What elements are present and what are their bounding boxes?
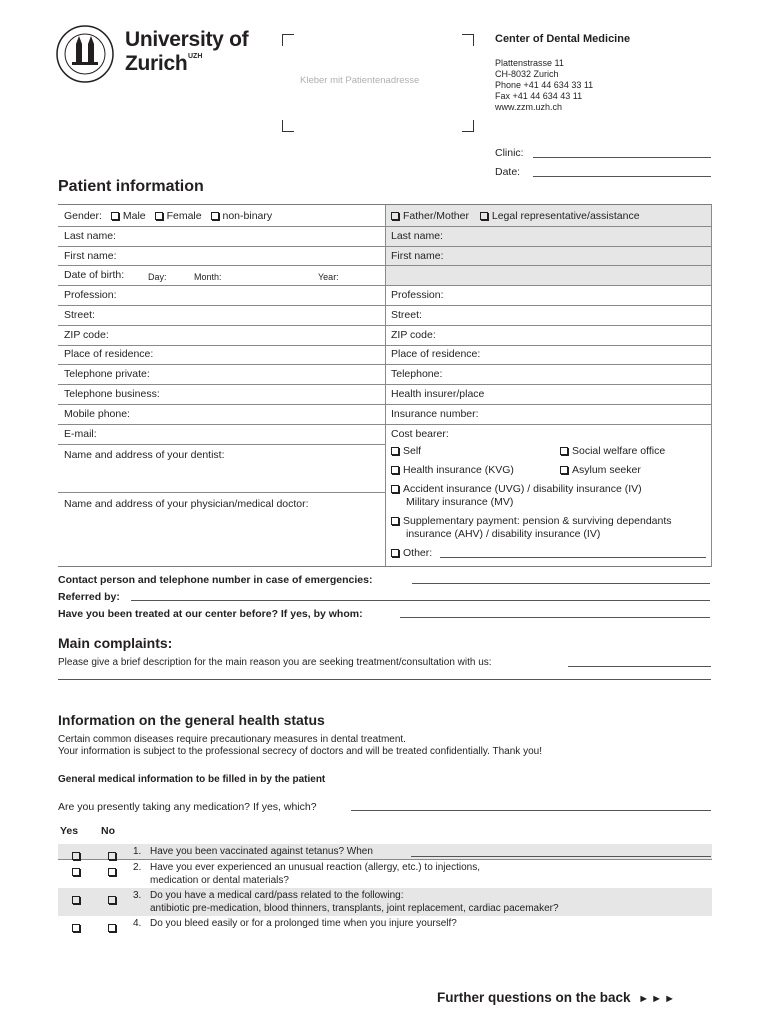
cost-mv-label: Military insurance (MV) — [406, 496, 514, 508]
emergency-contact-label: Contact person and telephone number in case of emergencies: — [58, 574, 373, 586]
center-name: Center of Dental Medicine — [495, 33, 631, 45]
medication-label: Are you presently taking any medication? If yes, which? — [58, 801, 317, 813]
checkbox-icon[interactable] — [155, 212, 163, 220]
checkbox-icon[interactable] — [72, 896, 80, 904]
checkbox-icon[interactable] — [108, 896, 116, 904]
treated-before-field[interactable] — [400, 617, 710, 618]
patient-firstname-field[interactable]: First name: — [64, 250, 117, 262]
patient-profession-field[interactable]: Profession: — [64, 289, 117, 301]
q3-text-line2: antibiotic pre-medication, blood thinners, transplants, joint replacement, cardiac pacemaker? — [150, 903, 559, 914]
guardian-legal-option[interactable]: Legal representative/assistance — [480, 210, 640, 222]
clinic-field[interactable] — [533, 157, 711, 158]
q4-text: Do you bleed easily or for a prolonged time when you injure yourself? — [150, 918, 457, 929]
date-field[interactable] — [533, 176, 711, 177]
patient-residence-field[interactable]: Place of residence: — [64, 348, 154, 360]
patient-lastname-field[interactable]: Last name: — [64, 230, 116, 242]
cost-uvg-option[interactable]: Accident insurance (UVG) / disability insurance (IV) — [391, 483, 642, 495]
cost-supplementary-option[interactable]: Supplementary payment: pension & surviving dependants — [391, 515, 672, 527]
q3-text: Do you have a medical card/pass related to the following: — [150, 890, 404, 901]
center-city: CH-8032 Zurich — [495, 69, 559, 79]
complaints-field-1[interactable] — [568, 666, 711, 667]
checkbox-icon[interactable] — [560, 447, 568, 455]
q4-number: 4. — [133, 918, 142, 929]
dob-year: Year: — [318, 272, 339, 282]
guardian-street-field[interactable]: Street: — [391, 309, 422, 321]
checkbox-icon[interactable] — [72, 924, 80, 932]
q1-number: 1. — [133, 846, 142, 857]
gender-row — [64, 210, 272, 222]
emergency-contact-field[interactable] — [412, 583, 710, 584]
q4-yes-checkbox[interactable] — [72, 918, 84, 936]
dob-month: Month: — [194, 272, 222, 282]
dentist-field[interactable]: Name and address of your dentist: — [64, 449, 225, 461]
referred-label: Referred by: — [58, 591, 120, 603]
health-insurer-field[interactable]: Health insurer/place — [391, 388, 485, 400]
guardian-zip-field[interactable]: ZIP code: — [391, 329, 436, 341]
cost-social-option[interactable]: Social welfare office — [560, 445, 665, 457]
gender-nonbinary-option[interactable]: non-binary — [211, 210, 273, 222]
checkbox-icon[interactable] — [72, 852, 80, 860]
q3-yes-checkbox[interactable] — [72, 890, 84, 908]
checkbox-icon[interactable] — [391, 447, 399, 455]
checkbox-icon[interactable] — [560, 466, 568, 474]
complaints-title: Main complaints: — [58, 635, 173, 651]
footer-text — [437, 990, 677, 1005]
cost-self-option[interactable]: Self — [391, 445, 421, 457]
checkbox-icon[interactable] — [72, 868, 80, 876]
health-line1: Certain common diseases require precautionary measures in dental treatment. — [58, 734, 406, 745]
patient-info-title: Patient information — [58, 178, 204, 195]
referred-field[interactable] — [131, 600, 710, 601]
clinic-label: Clinic: — [495, 147, 524, 159]
sticker-label: Kleber mit Patientenadresse — [300, 75, 420, 86]
sticker-corner-tl — [282, 34, 294, 46]
footer-label: Further questions on the back — [437, 990, 631, 1005]
center-fax: Fax +41 44 634 43 11 — [495, 91, 583, 101]
patient-phone-business-field[interactable]: Telephone business: — [64, 388, 160, 400]
complaints-desc: Please give a brief description for the main reason you are seeking treatment/consultation with us: — [58, 657, 492, 668]
gender-female-option[interactable]: Female — [155, 210, 202, 222]
q1-field[interactable] — [411, 856, 711, 857]
q1-text: Have you been vaccinated against tetanus? When — [150, 846, 373, 857]
table-right-border — [711, 204, 712, 567]
center-street: Plattenstrasse 11 — [495, 58, 564, 68]
health-subtitle: General medical information to be filled in by the patient — [58, 774, 326, 785]
gender-male-option[interactable]: Male — [111, 210, 146, 222]
guardian-lastname-field[interactable]: Last name: — [391, 230, 443, 242]
cost-other-option[interactable]: Other: — [391, 547, 432, 559]
patient-zip-field[interactable]: ZIP code: — [64, 329, 109, 341]
cost-asylum-option[interactable]: Asylum seeker — [560, 464, 641, 476]
cost-supplementary-line2: insurance (AHV) / disability insurance (IV) — [406, 528, 601, 540]
date-label: Date: — [495, 166, 521, 178]
patient-phone-private-field[interactable]: Telephone private: — [64, 368, 150, 380]
guardian-firstname-field[interactable]: First name: — [391, 250, 444, 262]
guardian-row — [391, 210, 640, 222]
dob-day: Day: — [148, 272, 167, 282]
checkbox-icon[interactable] — [391, 517, 399, 525]
logo-line1: University of — [125, 28, 249, 51]
arrow-right-icon: ►►► — [638, 993, 677, 1005]
patient-street-field[interactable]: Street: — [64, 309, 95, 321]
sticker-corner-br — [462, 120, 474, 132]
q3-number: 3. — [133, 890, 142, 901]
q2-text: Have you ever experienced an unusual reaction (allergy, etc.) to injections, — [150, 862, 480, 873]
patient-dob-field[interactable]: Date of birth: — [64, 269, 125, 281]
medication-field[interactable] — [351, 810, 711, 811]
health-line2: Your information is subject to the professional secrecy of doctors and will be treated confidentially. Thank you! — [58, 746, 542, 757]
checkbox-icon[interactable] — [391, 485, 399, 493]
university-logo — [55, 24, 265, 84]
patient-mobile-field[interactable]: Mobile phone: — [64, 408, 130, 420]
gender-label: Gender: — [64, 210, 102, 222]
health-title: Information on the general health status — [58, 712, 325, 728]
insurance-number-field[interactable]: Insurance number: — [391, 408, 479, 420]
q2-text-line2: medication or dental materials? — [150, 875, 289, 886]
checkbox-icon[interactable] — [391, 549, 399, 557]
q2-no-checkbox[interactable] — [108, 862, 120, 880]
yes-header: Yes — [60, 825, 79, 837]
cost-other-field[interactable] — [440, 557, 706, 558]
logo-line2: Zurich — [125, 52, 188, 75]
university-seal-icon — [55, 24, 115, 84]
center-web: www.zzm.uzh.ch — [495, 102, 563, 112]
q4-no-checkbox[interactable] — [108, 918, 120, 936]
no-header: No — [101, 825, 115, 837]
treated-before-label: Have you been treated at our center before? If yes, by whom: — [58, 608, 363, 620]
checkbox-icon[interactable] — [211, 212, 219, 220]
q2-yes-checkbox[interactable] — [72, 862, 84, 880]
checkbox-icon[interactable] — [108, 924, 116, 932]
checkbox-icon[interactable] — [108, 868, 116, 876]
guardian-phone-field[interactable]: Telephone: — [391, 368, 443, 380]
complaints-field-2[interactable] — [58, 679, 711, 680]
guardian-parent-option[interactable]: Father/Mother — [391, 210, 469, 222]
guardian-residence-field[interactable]: Place of residence: — [391, 348, 481, 360]
patient-email-field[interactable]: E-mail: — [64, 428, 97, 440]
q3-no-checkbox[interactable] — [108, 890, 120, 908]
physician-field[interactable]: Name and address of your physician/medical doctor: — [64, 498, 309, 510]
checkbox-icon[interactable] — [480, 212, 488, 220]
guardian-profession-field[interactable]: Profession: — [391, 289, 444, 301]
logo-uzh: UZH — [188, 53, 203, 60]
center-phone: Phone +41 44 634 33 11 — [495, 80, 594, 90]
sticker-corner-tr — [462, 34, 474, 46]
sticker-corner-bl — [282, 120, 294, 132]
cost-bearer-label: Cost bearer: — [391, 428, 449, 440]
cost-kvg-option[interactable]: Health insurance (KVG) — [391, 464, 514, 476]
checkbox-icon[interactable] — [111, 212, 119, 220]
table-divider — [385, 204, 386, 567]
checkbox-icon[interactable] — [108, 852, 116, 860]
q2-number: 2. — [133, 862, 142, 873]
checkbox-icon[interactable] — [391, 212, 399, 220]
checkbox-icon[interactable] — [391, 466, 399, 474]
